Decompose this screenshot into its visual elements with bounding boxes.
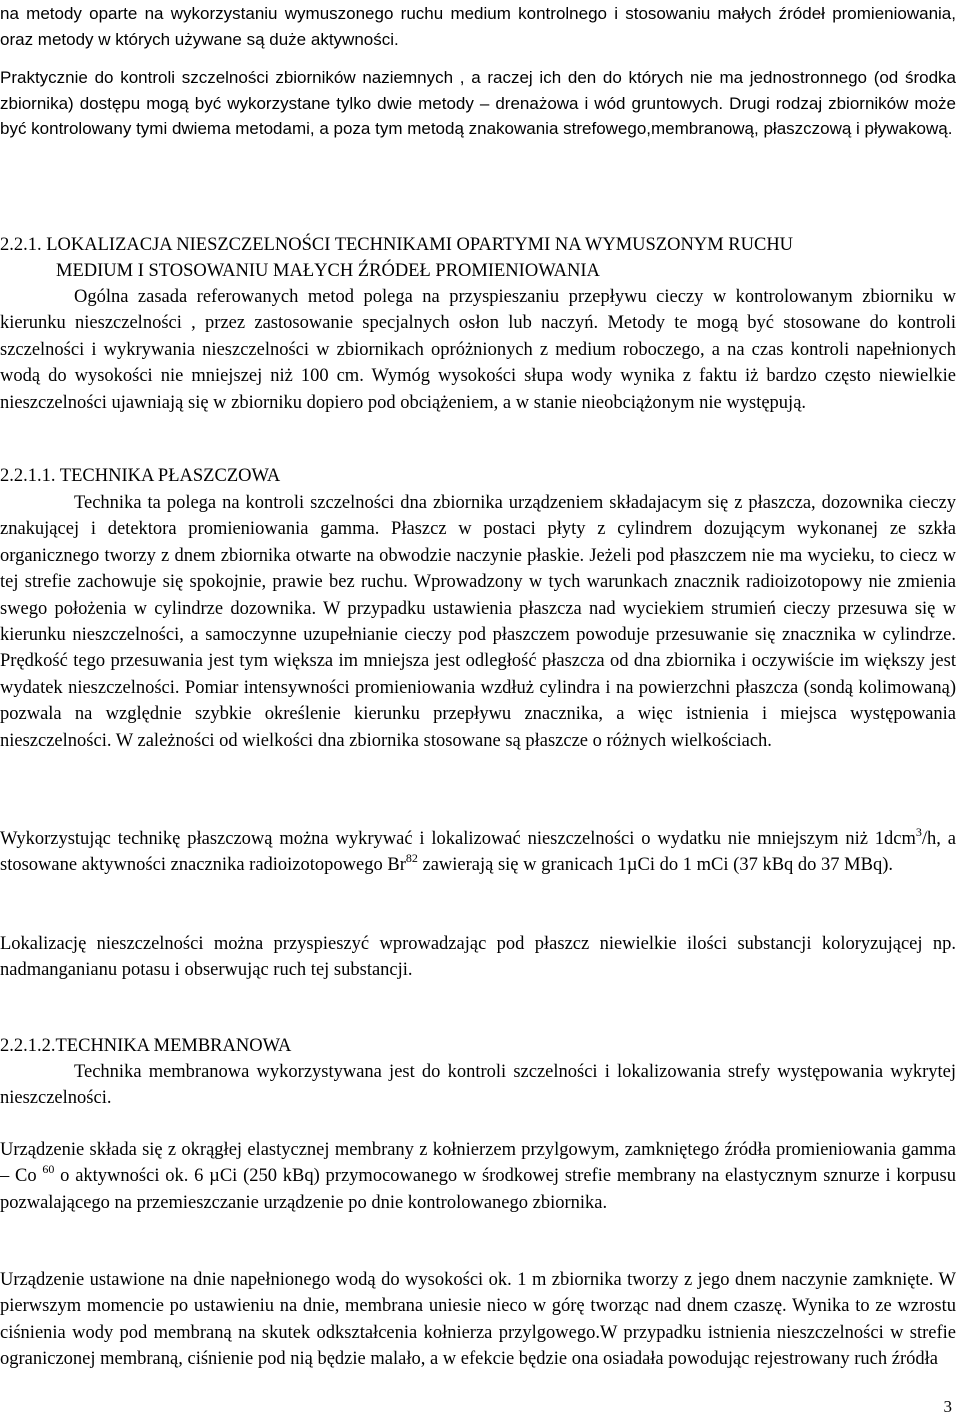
- paragraph-setup: Urządzenie ustawione na dnie napełnionego wodą do wysokości ok. 1 m zbiornika tworzy z jego dnem naczynie zamknięte. W pierwszym momencie po ustawieniu na dnie, membrana uniesie nieco w górę tworząc nad dnem czaszę. Wynika to ze wzrostu ciśnienia wody pod membraną na skutek odkształcenia kołnierza przylgowego.W przypadku istnienia nieszczelności w strefie ograniczonej membraną, ciśnienie pod nią będzie malało, a w efekcie będzie ona osiadała powodując rejestrowany ruch źródła: [0, 1270, 956, 1370]
- paragraph-detection: [0, 826, 956, 879]
- paragraph-intro: na metody oparte na wykorzystaniu wymuszonego ruchu medium kontrolnego i stosowaniu małych źródeł promieniowania, oraz metody w których używane są duże aktywności.: [0, 4, 956, 49]
- section-heading-2-2-1-2: 2.2.1.2.TECHNIKA MEMBRANOWA: [0, 1036, 292, 1056]
- paragraph-2-2-1: Ogólna zasada referowanych metod polega na przyspieszaniu przepływu cieczy w kontrolowanym zbiorniku w kierunku nieszczelności , przez zastosowanie specjalnych osłon lub naczyń. Metody te mogą być stosowane do kontroli szczelności i wykrywania nieszczelności w zbiornikach opróżnionych z medium roboczego, a na czas kontroli napełnionych wodą do wysokości nie mniejszej niż 100 cm. Wymóg wysokości słupa wody wynika z faktu iż bardzo często niewielkie nieszczelności ujawniają się w zbiorniku dopiero pod obciążeniem, a w stanie nieobciążonym nie występują.: [0, 287, 956, 413]
- section-heading-2-2-1: [0, 232, 956, 285]
- section-heading-2-2-1-1: 2.2.1.1. TECHNIKA PŁASZCZOWA: [0, 466, 281, 486]
- text-segment: zawierają się w granicach 1µCi do 1 mCi (37 kBq do 37 MBq).: [417, 855, 893, 876]
- text-segment: o aktywności ok. 6 µCi (250 kBq) przymocowanego w środkowej strefie membrany na elastycznym sznurze i korpusu pozwalającego na przemieszczanie urządzenie po dnie kontrolowanego zbiornika.: [0, 1166, 956, 1213]
- section-title-line2: MEDIUM I STOSOWANIU MAŁYCH ŹRÓDEŁ PROMIENIOWANIA: [56, 261, 600, 282]
- superscript: 82: [405, 851, 418, 866]
- section-number: 2.2.1.: [0, 235, 42, 255]
- text-segment: Wykorzystując technikę płaszczową można wykrywać i lokalizować nieszczelności o wydatku nie mniejszym niż 1dcm: [0, 829, 916, 849]
- text-segment: /h, a stosowane aktywności znacznika radioizotopowego Br: [0, 829, 956, 876]
- paragraph-2-2-1-2: Technika membranowa wykorzystywana jest do kontroli szczelności i lokalizowania strefy występowania wykrytej nieszczelności.: [0, 1062, 956, 1109]
- page-number: 3: [943, 1397, 952, 1416]
- text-segment: Urządzenie składa się z okrągłej elastycznej membrany z kołnierzem przylgowym, zamkniętego źródła promieniowania gamma – Co: [0, 1140, 956, 1187]
- superscript: 3: [915, 825, 922, 839]
- section-title-line1: LOKALIZACJA NIESZCZELNOŚCI TECHNIKAMI OPARTYMI NA WYMUSZONYM RUCHU: [46, 235, 794, 255]
- paragraph-2-2-1-1: Technika ta polega na kontroli szczelności dna zbiornika urządzeniem składajacym się z płaszcza, dozownika cieczy znakującej i detektora promieniowania gamma. Płaszcz w postaci płyty z cylindrem dozującym wykonanej ze szkła organicznego tworzy z dnem zbiornika otwarte na obwodzie naczynie płaskie. Jeżeli pod płaszczem nie ma wycieku, to ciecz w tej strefie zachowuje się spokojnie, prawie bez ruchu. Wprowadzony w tych warunkach znacznik radioizotopowy nie zmienia swego położenia w cylindrze dozownika. W przypadku ustawienia płaszcza nad wyciekiem strumień cieczy przesuwa się w kierunku nieszczelności, a samoczynne uzupełnianie cieczy pod płaszczem powoduje przesuwanie się znacznika w cylindrze. Prędkość tego przesuwania jest tym większa im mniejsza jest odległość płaszcza od dna zbiornika i oczywiście im większy jest wydatek nieszczelności. Pomiar intensywności promieniowania wzdłuż cylindra i na powierzchni płaszcza (sondą kolimowaną) pozwala na względnie szybkie określenie kierunku przepływu znacznika, a więc istnienia i miejsca występowania nieszczelności. W zależności od wielkości dna zbiornika stosowane są płaszcze o różnych wielkościach.: [0, 493, 956, 751]
- superscript: 60: [42, 1162, 55, 1177]
- paragraph-device: [0, 1137, 956, 1216]
- paragraph-localization: Lokalizację nieszczelności można przyspieszyć wprowadzając pod płaszcz niewielkie ilości substancji koloryzującej np. nadmanganianu potasu i obserwując ruch tej substancji.: [0, 934, 956, 981]
- paragraph-practice: Praktycznie do kontroli szczelności zbiorników naziemnych , a raczej ich den do których nie ma jednostronnego (od środka zbiornika) dostępu mogą być wykorzystane tylko dwie metody – drenażowa i wód gruntowych. Drugi rodzaj zbiorników może być kontrolowany tymi dwiema metodami, a poza tym metodą znakowania strefowego,membranową, płaszczową i pływakową.: [0, 68, 956, 138]
